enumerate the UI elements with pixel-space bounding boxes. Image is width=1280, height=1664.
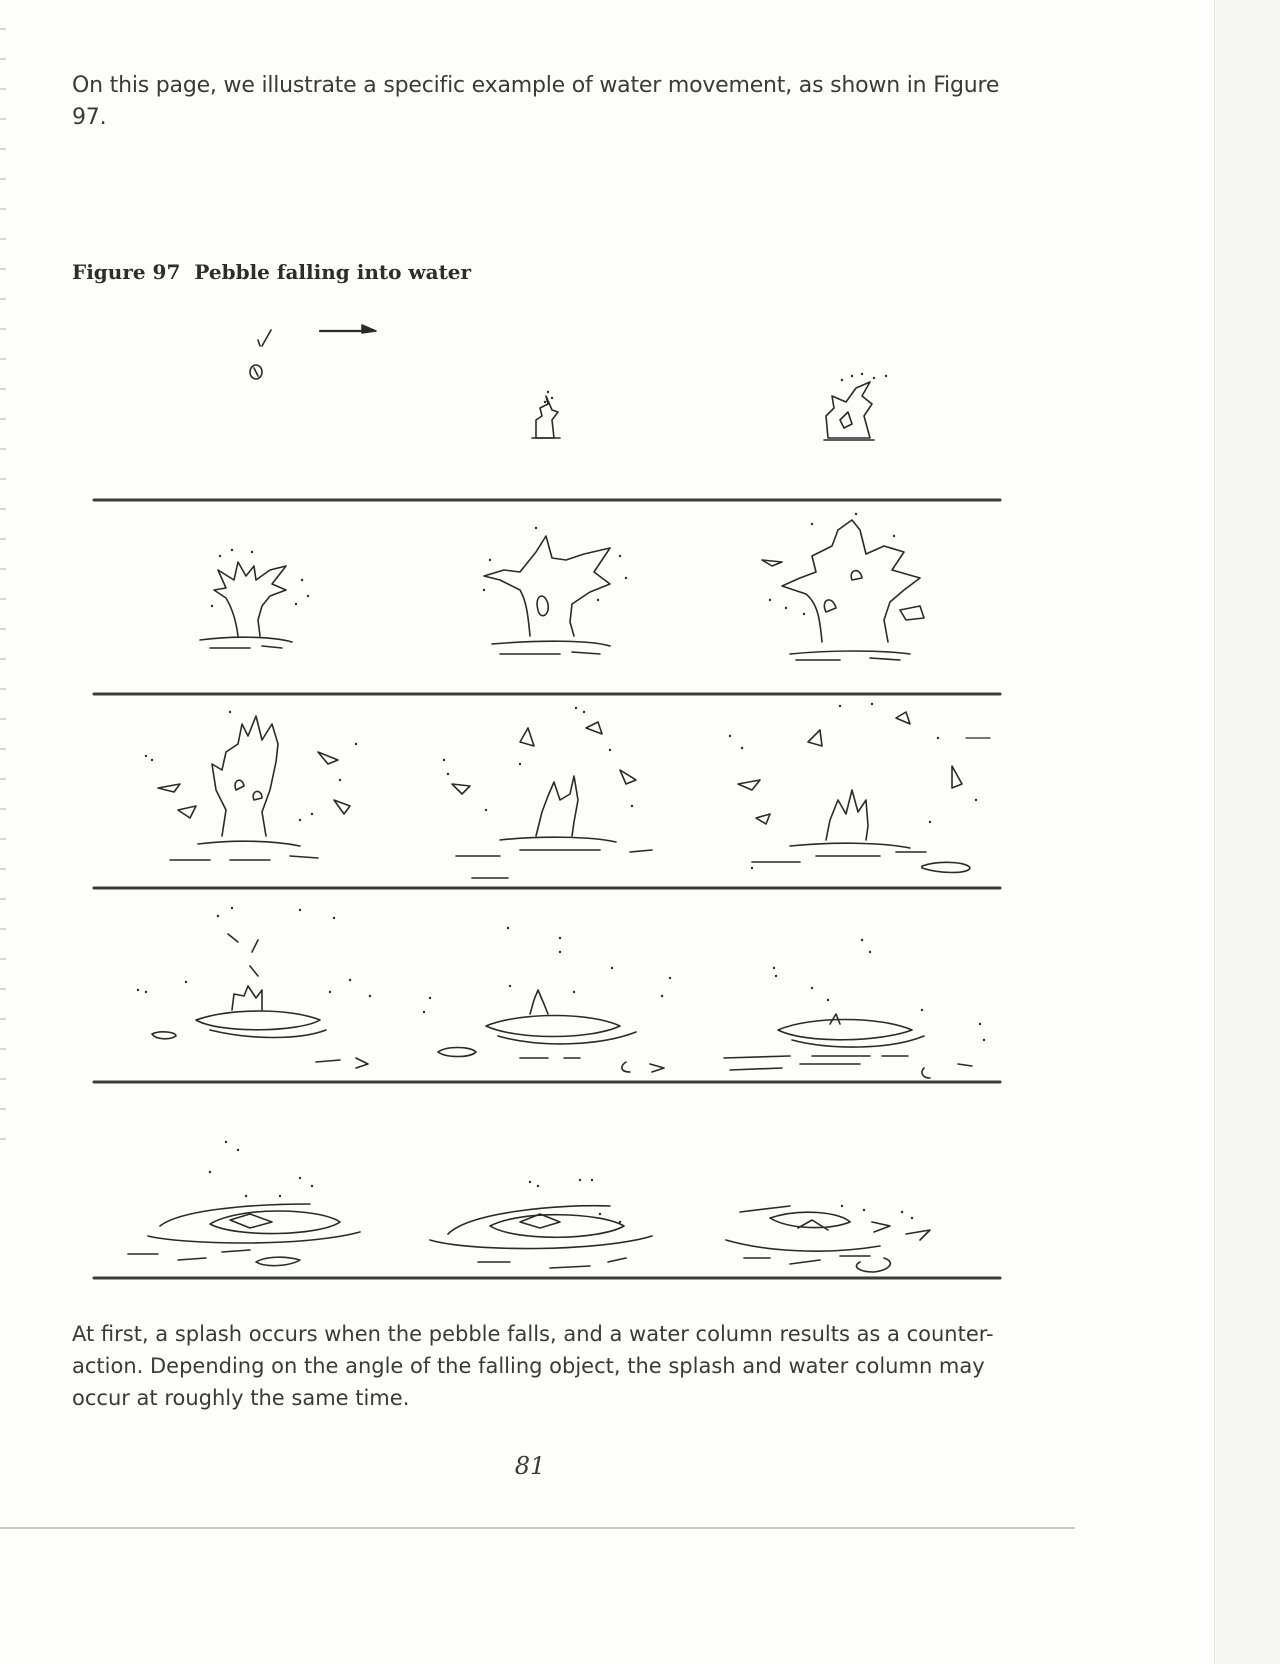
figure-number: Figure 97 xyxy=(72,260,181,284)
frame-9-column-breakup xyxy=(730,704,990,873)
frame-5-splash xyxy=(484,528,626,654)
page-number: 81 xyxy=(514,1452,546,1480)
figure-title: Pebble falling into water xyxy=(194,260,472,284)
frame-1-falling-pebble xyxy=(250,330,271,379)
frame-15-ripples-settling xyxy=(726,1206,930,1272)
motion-arrow xyxy=(320,325,376,333)
frame-8-column-breakup xyxy=(444,708,652,878)
intro-text: On this page, we illustrate a specific example of water movement, as shown in Figure 97. xyxy=(72,73,1000,130)
right-margin-strip xyxy=(1214,0,1280,1664)
frame-6-splash xyxy=(762,514,924,660)
frame-12-collapse-ripples xyxy=(724,940,984,1078)
bottom-page-edge xyxy=(0,1527,1075,1529)
frame-3-entry-column xyxy=(824,374,886,440)
frame-13-ripples-settling xyxy=(128,1142,360,1266)
frame-10-collapse-ripples xyxy=(138,908,370,1068)
frame-4-splash xyxy=(200,550,308,648)
frame-7-column-breakup xyxy=(146,712,356,860)
body-paragraph: At first, a splash occurs when the pebble falls, and a water column results as a counter-action. Depending on the angle of the falling object, the splash and water column may occur at roughly the same time. xyxy=(72,1322,994,1410)
frame-14-ripples-settling xyxy=(430,1180,652,1268)
frame-11-collapse-ripples xyxy=(424,928,670,1072)
frame-2-entry-column xyxy=(532,392,560,438)
